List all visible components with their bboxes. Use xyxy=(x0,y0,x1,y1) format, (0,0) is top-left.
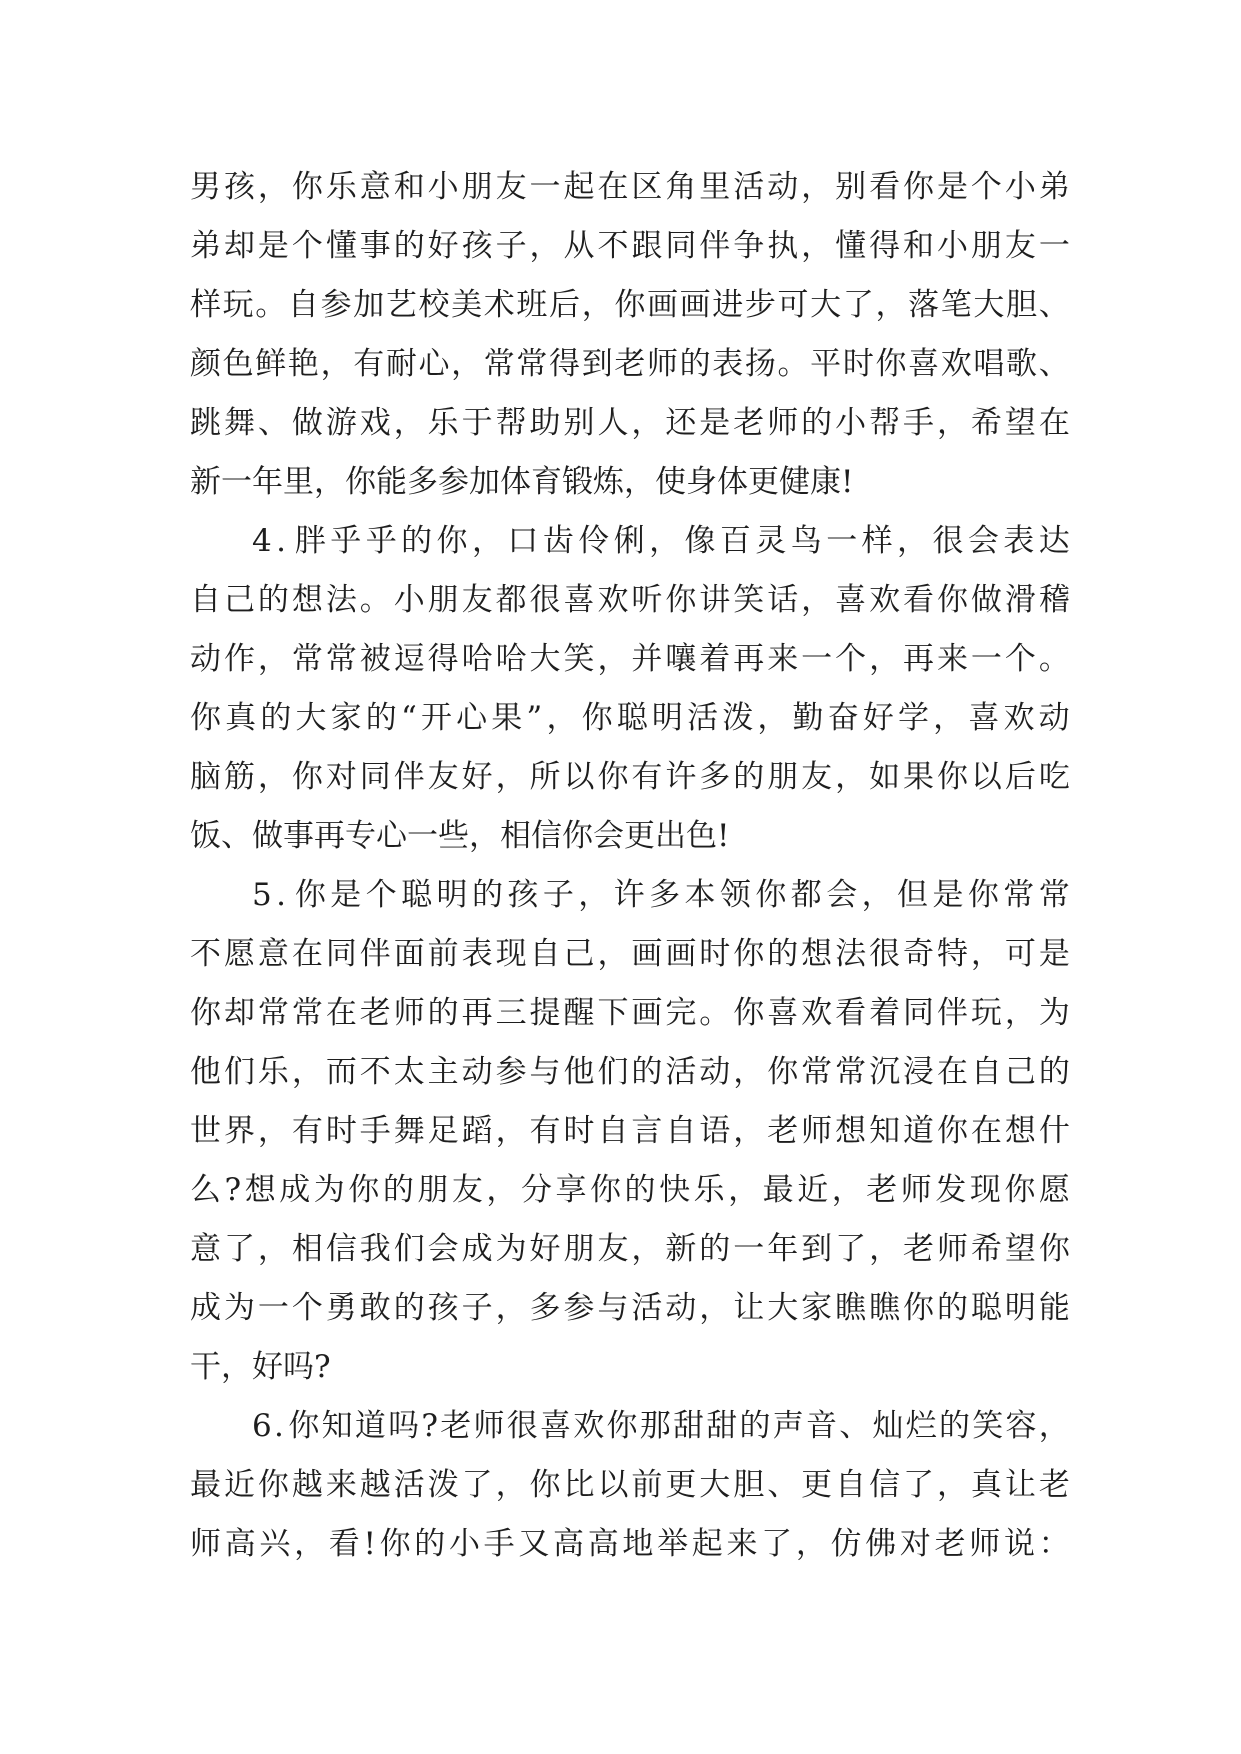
text-line-chars: 5 . 你 是 个 聪 明 的 孩 子 ， 许 多 本 领 你 都 会 ， 但 是 你 常 常 xyxy=(252,877,1070,913)
text-line-chars: 成 为 一 个 勇 敢 的 孩 子 ， 多 参 与 活 动 ， 让 大 家 瞧 瞧 你 的 聪 明 能 xyxy=(190,1290,1070,1326)
text-line xyxy=(190,866,1070,925)
text-line xyxy=(190,1220,1070,1279)
text-line-chars: 你 真 的 大 家 的 “ 开 心 果 ” ， 你 聪 明 活 泼 ， 勤 奋 好 学 ， 喜 欢 动 xyxy=(190,700,1070,736)
text-line xyxy=(190,276,1070,335)
text-line-chars: 样 玩 。 自 参 加 艺 校 美 术 班 后 ， 你 画 画 进 步 可 大 了 ， 落 笔 大 胆 、 xyxy=(190,287,1070,323)
text-line-chars: 男 孩 ， 你 乐 意 和 小 朋 友 一 起 在 区 角 里 活 动 ， 别 看 你 是 个 小 弟 xyxy=(190,169,1070,205)
text-line xyxy=(190,748,1070,807)
text-line-chars: 你 却 常 常 在 老 师 的 再 三 提 醒 下 画 完 。 你 喜 欢 看 着 同 伴 玩 ， 为 xyxy=(190,995,1070,1031)
text-line xyxy=(190,1456,1070,1515)
text-line: 新一年里，你能多参加体育锻炼，使身体更健康! xyxy=(190,464,854,500)
text-line xyxy=(190,1279,1070,1338)
text-line-chars: 师 高 兴 ， 看 ! 你 的 小 手 又 高 高 地 举 起 来 了 ， 仿 佛 对 老 师 说 ： xyxy=(190,1526,1070,1562)
text-line xyxy=(190,984,1070,1043)
text-line: 干，好吗? xyxy=(190,1349,331,1385)
text-line xyxy=(190,394,1070,453)
text-line-chars: 意 了 ， 相 信 我 们 会 成 为 好 朋 友 ， 新 的 一 年 到 了 ， 老 师 希 望 你 xyxy=(190,1231,1070,1267)
text-line xyxy=(190,1161,1070,1220)
body-text xyxy=(190,158,1070,1574)
text-line xyxy=(190,571,1070,630)
text-line xyxy=(190,925,1070,984)
text-line-chars: 颜 色 鲜 艳 ， 有 耐 心 ， 常 常 得 到 老 师 的 表 扬 。 平 时 你 喜 欢 唱 歌 、 xyxy=(190,346,1070,382)
text-line xyxy=(190,512,1070,571)
text-line-chars: 弟 却 是 个 懂 事 的 好 孩 子 ， 从 不 跟 同 伴 争 执 ， 懂 得 和 小 朋 友 一 xyxy=(190,228,1070,264)
text-line-chars: 脑 筋 ， 你 对 同 伴 友 好 ， 所 以 你 有 许 多 的 朋 友 ， 如 果 你 以 后 吃 xyxy=(190,759,1070,795)
text-line-chars: 动 作 ， 常 常 被 逗 得 哈 哈 大 笑 ， 并 嚷 着 再 来 一 个 ， 再 来 一 个 。 xyxy=(190,641,1070,677)
text-line-chars: 不 愿 意 在 同 伴 面 前 表 现 自 己 ， 画 画 时 你 的 想 法 很 奇 特 ， 可 是 xyxy=(190,936,1070,972)
text-line xyxy=(190,1515,1070,1574)
text-line: 饭、做事再专心一些，相信你会更出色! xyxy=(190,818,730,854)
text-line-chars: 最 近 你 越 来 越 活 泼 了 ， 你 比 以 前 更 大 胆 、 更 自 信 了 ， 真 让 老 xyxy=(190,1467,1070,1503)
text-line-chars: 他 们 乐 ， 而 不 太 主 动 参 与 他 们 的 活 动 ， 你 常 常 沉 浸 在 自 己 的 xyxy=(190,1054,1070,1090)
text-line xyxy=(190,630,1070,689)
text-line xyxy=(190,1043,1070,1102)
text-line-chars: 跳 舞 、 做 游 戏 ， 乐 于 帮 助 别 人 ， 还 是 老 师 的 小 帮 手 ， 希 望 在 xyxy=(190,405,1070,441)
text-line-chars: 么 ? 想 成 为 你 的 朋 友 ， 分 享 你 的 快 乐 ， 最 近 ， 老 师 发 现 你 愿 xyxy=(190,1172,1070,1208)
text-line xyxy=(190,1397,1070,1456)
text-line xyxy=(190,689,1070,748)
text-line-chars: 4 . 胖 乎 乎 的 你 ， 口 齿 伶 俐 ， 像 百 灵 鸟 一 样 ， 很 会 表 达 xyxy=(252,523,1070,559)
text-line-chars: 6 . 你 知 道 吗 ? 老 师 很 喜 欢 你 那 甜 甜 的 声 音 、 灿 烂 的 笑 容 ， xyxy=(252,1408,1070,1444)
text-line xyxy=(190,335,1070,394)
text-line-chars: 世 界 ， 有 时 手 舞 足 蹈 ， 有 时 自 言 自 语 ， 老 师 想 知 道 你 在 想 什 xyxy=(190,1113,1070,1149)
text-line xyxy=(190,158,1070,217)
text-line-chars: 自 己 的 想 法 。 小 朋 友 都 很 喜 欢 听 你 讲 笑 话 ， 喜 欢 看 你 做 滑 稽 xyxy=(190,582,1070,618)
text-line xyxy=(190,1102,1070,1161)
text-line xyxy=(190,217,1070,276)
